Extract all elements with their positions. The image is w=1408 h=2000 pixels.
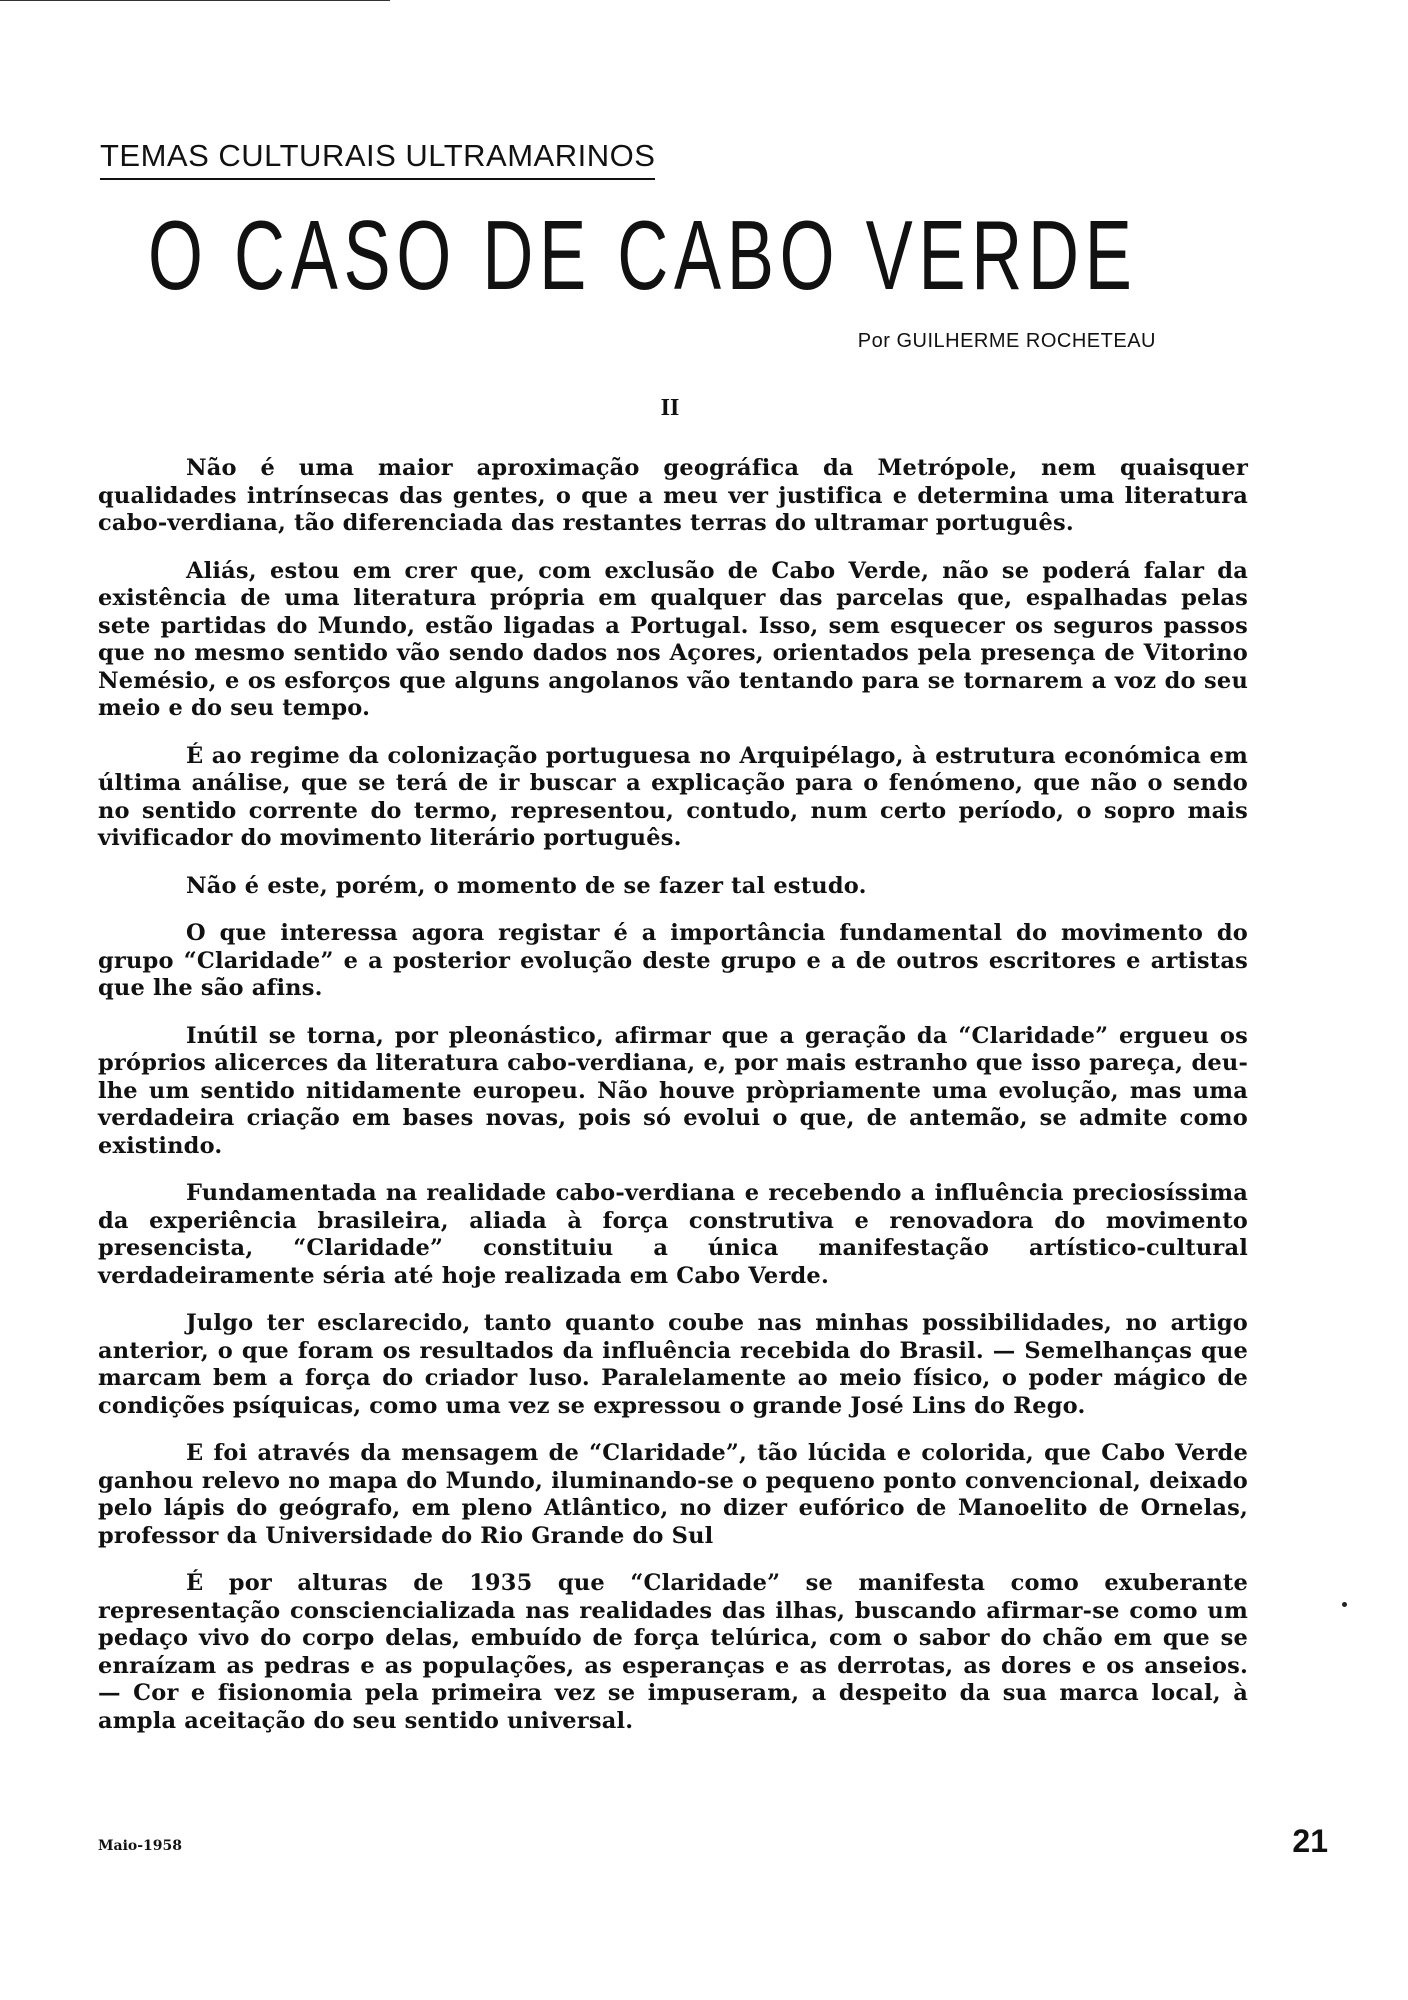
footer-date: Maio-1958	[98, 1838, 182, 1854]
paragraph-9: E foi através da mensagem de “Claridade”, tão lúcida e colorida, que Cabo Verde ganhou relevo no mapa do Mundo, iluminando-se o pequeno ponto convencional, deixado pelo lápis do geógrafo, em pleno Atlântico, no dizer eufórico de Manoelito de Ornelas, professor da Universidade do Rio Grande do Sul	[98, 1440, 1248, 1549]
paragraph-6: Inútil se torna, por pleonástico, afirmar que a geração da “Claridade” ergueu os próprios alicerces da literatura cabo-verdiana, e, por mais estranho que isso pareça, deu-lhe um sentido nitidamente europeu. Não houve pròpriamente uma evolução, mas uma verdadeira criação em bases novas, pois só evolui o que, de antemão, se admite como existindo.	[98, 1022, 1248, 1159]
article-byline: Por GUILHERME ROCHETEAU	[857, 330, 1156, 352]
article-title: O CASO DE CABO VERDE	[148, 200, 1138, 310]
paragraph-10: É por alturas de 1935 que “Claridade” se manifesta como exuberante representação consciencializada nas realidades das ilhas, buscando afirmar-se como um pedaço vivo do corpo delas, embuído de força telúrica, com o sabor do chão em que se enraízam as pedras e as populações, as esperanças e as derrotas, as dores e os anseios. — Cor e fisionomia pela primeira vez se impuseram, a despeito da sua marca local, à ampla aceitação do seu sentido universal.	[98, 1570, 1248, 1734]
paragraph-3: É ao regime da colonização portuguesa no Arquipélago, à estrutura económica em última análise, que se terá de ir buscar a explicação para o fenómeno, que não o sendo no sentido corrente do termo, representou, contudo, num certo período, o sopro mais vivificador do movimento literário português.	[98, 742, 1248, 851]
paragraph-4: Não é este, porém, o momento de se fazer tal estudo.	[186, 872, 867, 899]
paragraph-1: Não é uma maior aproximação geográfica da Metrópole, nem quaisquer qualidades intrínsecas das gentes, o que a meu ver justifica e determina uma literatura cabo-verdiana, tão diferenciada das restantes terras do ultramar português.	[98, 455, 1248, 536]
ink-speck	[1342, 1602, 1347, 1607]
paragraph-2: Aliás, estou em crer que, com exclusão de Cabo Verde, não se poderá falar da existência de uma literatura própria em qualquer das parcelas que, espalhadas pelas sete partidas do Mundo, estão ligadas a Portugal. Isso, sem esquecer os seguros passos que no mesmo sentido vão sendo dados nos Açores, orientados pela presença de Vitorino Nemésio, e os esforços que alguns angolanos vão tentando para se tornarem a voz do seu meio e do seu tempo.	[98, 557, 1248, 721]
article-body	[98, 455, 1248, 1755]
page-number: 21	[1292, 1823, 1328, 1859]
top-left-rule	[0, 0, 390, 1]
paragraph-7: Fundamentada na realidade cabo-verdiana e recebendo a influência preciosíssima da experiência brasileira, aliada à força construtiva e renovadora do movimento presencista, “Claridade” constituiu a única manifestação artístico-cultural verdadeiramente séria até hoje realizada em Cabo Verde.	[98, 1180, 1248, 1289]
paragraph-5: O que interessa agora registar é a importância fundamental do movimento do grupo “Claridade” e a posterior evolução deste grupo e a de outros escritores e artistas que lhe são afins.	[98, 920, 1248, 1001]
section-heading: TEMAS CULTURAIS ULTRAMARINOS	[100, 138, 655, 180]
paragraph-8: Julgo ter esclarecido, tanto quanto coube nas minhas possibilidades, no artigo anterior, o que foram os resultados da influência recebida do Brasil. — Semelhanças que marcam bem a força do criador luso. Paralelamente ao meio físico, o poder mágico de condições psíquicas, como uma vez se expressou o grande José Lins do Rego.	[98, 1310, 1248, 1419]
part-number: II	[660, 395, 680, 421]
